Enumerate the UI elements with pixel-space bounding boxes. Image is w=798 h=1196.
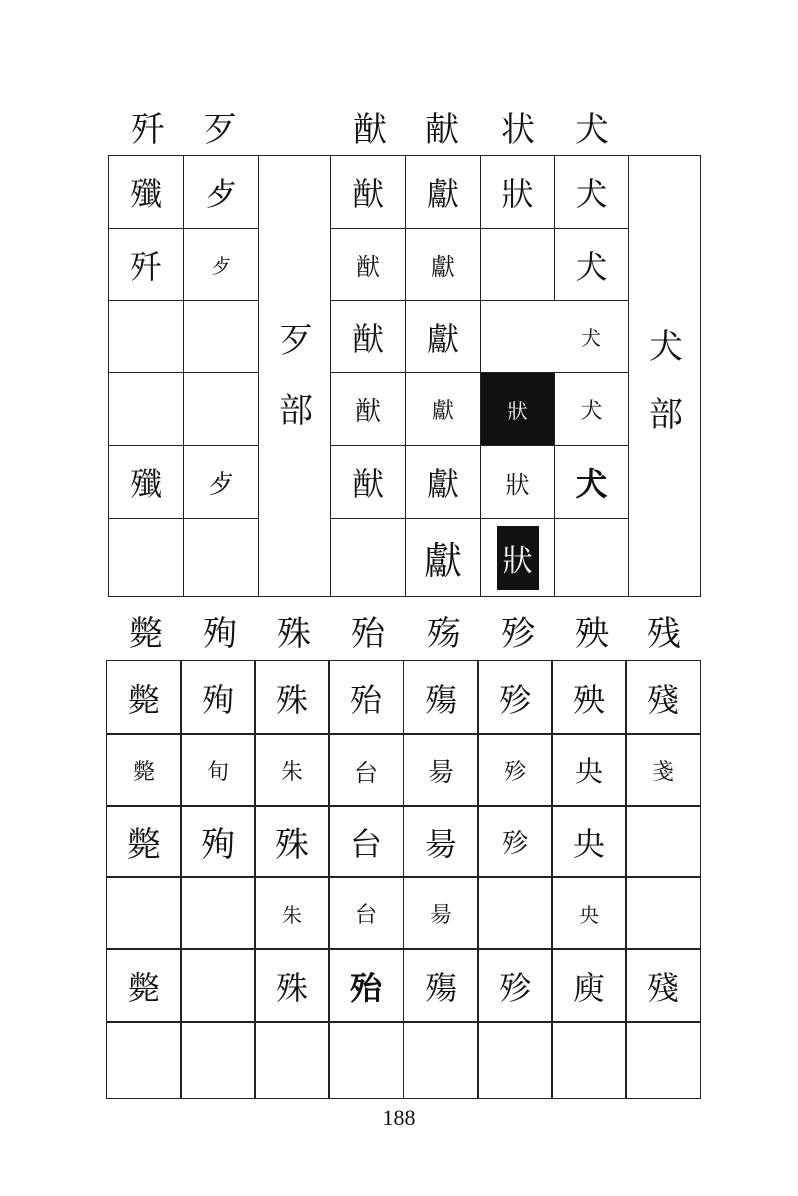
cell-bottom-r4-c1 [180,948,256,1023]
header-bi: 斃 [129,614,163,654]
cell-bottom-r3-c2: 朱 [254,876,330,950]
cell-quan-2: 犬 [554,300,629,373]
bushou-dai-bu: 部 [279,391,313,431]
cell-quan-4: 犬 [554,445,629,519]
header-tian: 殄 [501,614,535,654]
cell-bottom-r2-c7 [625,805,701,878]
cell-xian-2: 獻 [405,300,481,373]
header-you: 猷 [353,110,387,150]
cell-bottom-r5-c0 [106,1021,182,1099]
bushou-quan-char: 犬 [649,327,683,367]
cell-bottom-r4-c4: 殤 [403,948,479,1023]
cell-dai-1: 歺 [183,228,259,301]
seal-stamp-zhuang: 狀 [504,387,532,432]
cell-bottom-r1-c7: 戔 [625,733,701,807]
cell-bottom-r0-c4: 殤 [403,660,479,735]
cell-you-4: 猷 [330,445,406,519]
cell-bottom-r5-c1 [180,1021,256,1099]
cell-bottom-r4-c7: 殘 [625,948,701,1023]
cell-dai-2 [183,300,259,373]
cell-bottom-r3-c1 [180,876,256,950]
cell-zhuang-5 [480,518,555,597]
cell-bottom-r0-c2: 殊 [254,660,330,735]
cell-dai-3 [183,372,259,446]
cell-dai-0: 歺 [183,155,259,229]
bushou-column-dai [258,155,331,597]
cell-bottom-r4-c5: 殄 [477,948,553,1023]
cell-xian-0: 獻 [405,155,481,229]
cell-bottom-r3-c6: 央 [551,876,627,950]
cell-jian-1: 歼 [108,228,184,301]
cell-zhuang-4: 狀 [480,445,555,519]
cell-bottom-r1-c6: 央 [551,733,627,807]
cell-bottom-r3-c5 [477,876,553,950]
seal-stamp-zhuang-large: 狀 [497,526,539,590]
cell-zhuang-3 [480,372,555,446]
cell-quan-0: 犬 [554,155,629,229]
cell-dai-4: 歺 [183,445,259,519]
cell-zhuang-1 [480,228,555,301]
cell-bottom-r5-c7 [625,1021,701,1099]
cell-bottom-r1-c5: 殄 [477,733,553,807]
cell-bottom-r1-c4: 昜 [403,733,479,807]
header-xian: 献 [425,110,459,150]
cell-bottom-r4-c0: 斃 [106,948,182,1023]
cell-bottom-r3-c3: 台 [328,876,404,950]
cell-xian-5: 獻 [405,518,481,597]
bushou-dai-char: 歹 [279,321,313,361]
cell-jian-3 [108,372,184,446]
cell-jian-5 [108,518,184,597]
cell-bottom-r0-c1: 殉 [180,660,256,735]
cell-bottom-r3-c0 [106,876,182,950]
cell-you-0: 猷 [330,155,406,229]
header-yang: 殃 [575,614,609,654]
cell-bottom-r0-c7: 殘 [625,660,701,735]
cell-bottom-r2-c1: 殉 [180,805,256,878]
cell-bottom-r0-c3: 殆 [328,660,404,735]
header-dai: 歹 [203,110,237,150]
cell-bottom-r5-c3 [328,1021,404,1099]
cell-bottom-r5-c2 [254,1021,330,1099]
header-dai2: 殆 [351,614,385,654]
cell-dai-5 [183,518,259,597]
cell-bottom-r0-c5: 殄 [477,660,553,735]
cell-bottom-r2-c5: 殄 [477,805,553,878]
cell-bottom-r2-c2: 殊 [254,805,330,878]
cell-you-5 [330,518,406,597]
cell-bottom-r3-c7 [625,876,701,950]
cell-bottom-r1-c1: 旬 [180,733,256,807]
cell-bottom-r3-c4: 昜 [403,876,479,950]
cell-quan-3: 犬 [554,372,629,446]
cell-xian-4: 獻 [405,445,481,519]
cell-zhuang-0: 狀 [480,155,555,229]
header-can: 残 [647,614,681,654]
cell-bottom-r1-c0: 斃 [106,733,182,807]
cell-jian-4: 殲 [108,445,184,519]
cell-zhuang-2 [480,300,555,373]
cell-jian-0: 殲 [108,155,184,229]
cell-quan-5 [554,518,629,597]
cell-you-1: 猷 [330,228,406,301]
bushou-quan-bu: 部 [649,395,683,435]
cell-bottom-r5-c6 [551,1021,627,1099]
cell-bottom-r1-c2: 朱 [254,733,330,807]
cell-bottom-r0-c6: 殃 [551,660,627,735]
cell-bottom-r5-c4 [403,1021,479,1099]
header-quan: 犬 [575,110,609,150]
header-shu: 殊 [277,614,311,654]
cell-you-3: 猷 [330,372,406,446]
page-number: 188 [382,1105,416,1130]
cell-quan-1: 犬 [554,228,629,301]
header-zhuang: 状 [501,110,535,150]
cell-you-2: 猷 [330,300,406,373]
cell-bottom-r2-c6: 央 [551,805,627,878]
header-shang: 殇 [427,614,461,654]
cell-bottom-r1-c3: 台 [328,733,404,807]
cell-bottom-r2-c0: 斃 [106,805,182,878]
header-jian: 歼 [131,110,165,150]
cell-bottom-r2-c3: 台 [328,805,404,878]
cell-bottom-r4-c6: 庾 [551,948,627,1023]
cell-xian-3: 獻 [405,372,481,446]
cell-bottom-r4-c2: 殊 [254,948,330,1023]
cell-bottom-r2-c4: 昜 [403,805,479,878]
cell-bottom-r5-c5 [477,1021,553,1099]
cell-bottom-r0-c0: 斃 [106,660,182,735]
cell-bottom-r4-c3: 殆 [328,948,404,1023]
cell-jian-2 [108,300,184,373]
cell-xian-1: 獻 [405,228,481,301]
header-xun: 殉 [203,614,237,654]
